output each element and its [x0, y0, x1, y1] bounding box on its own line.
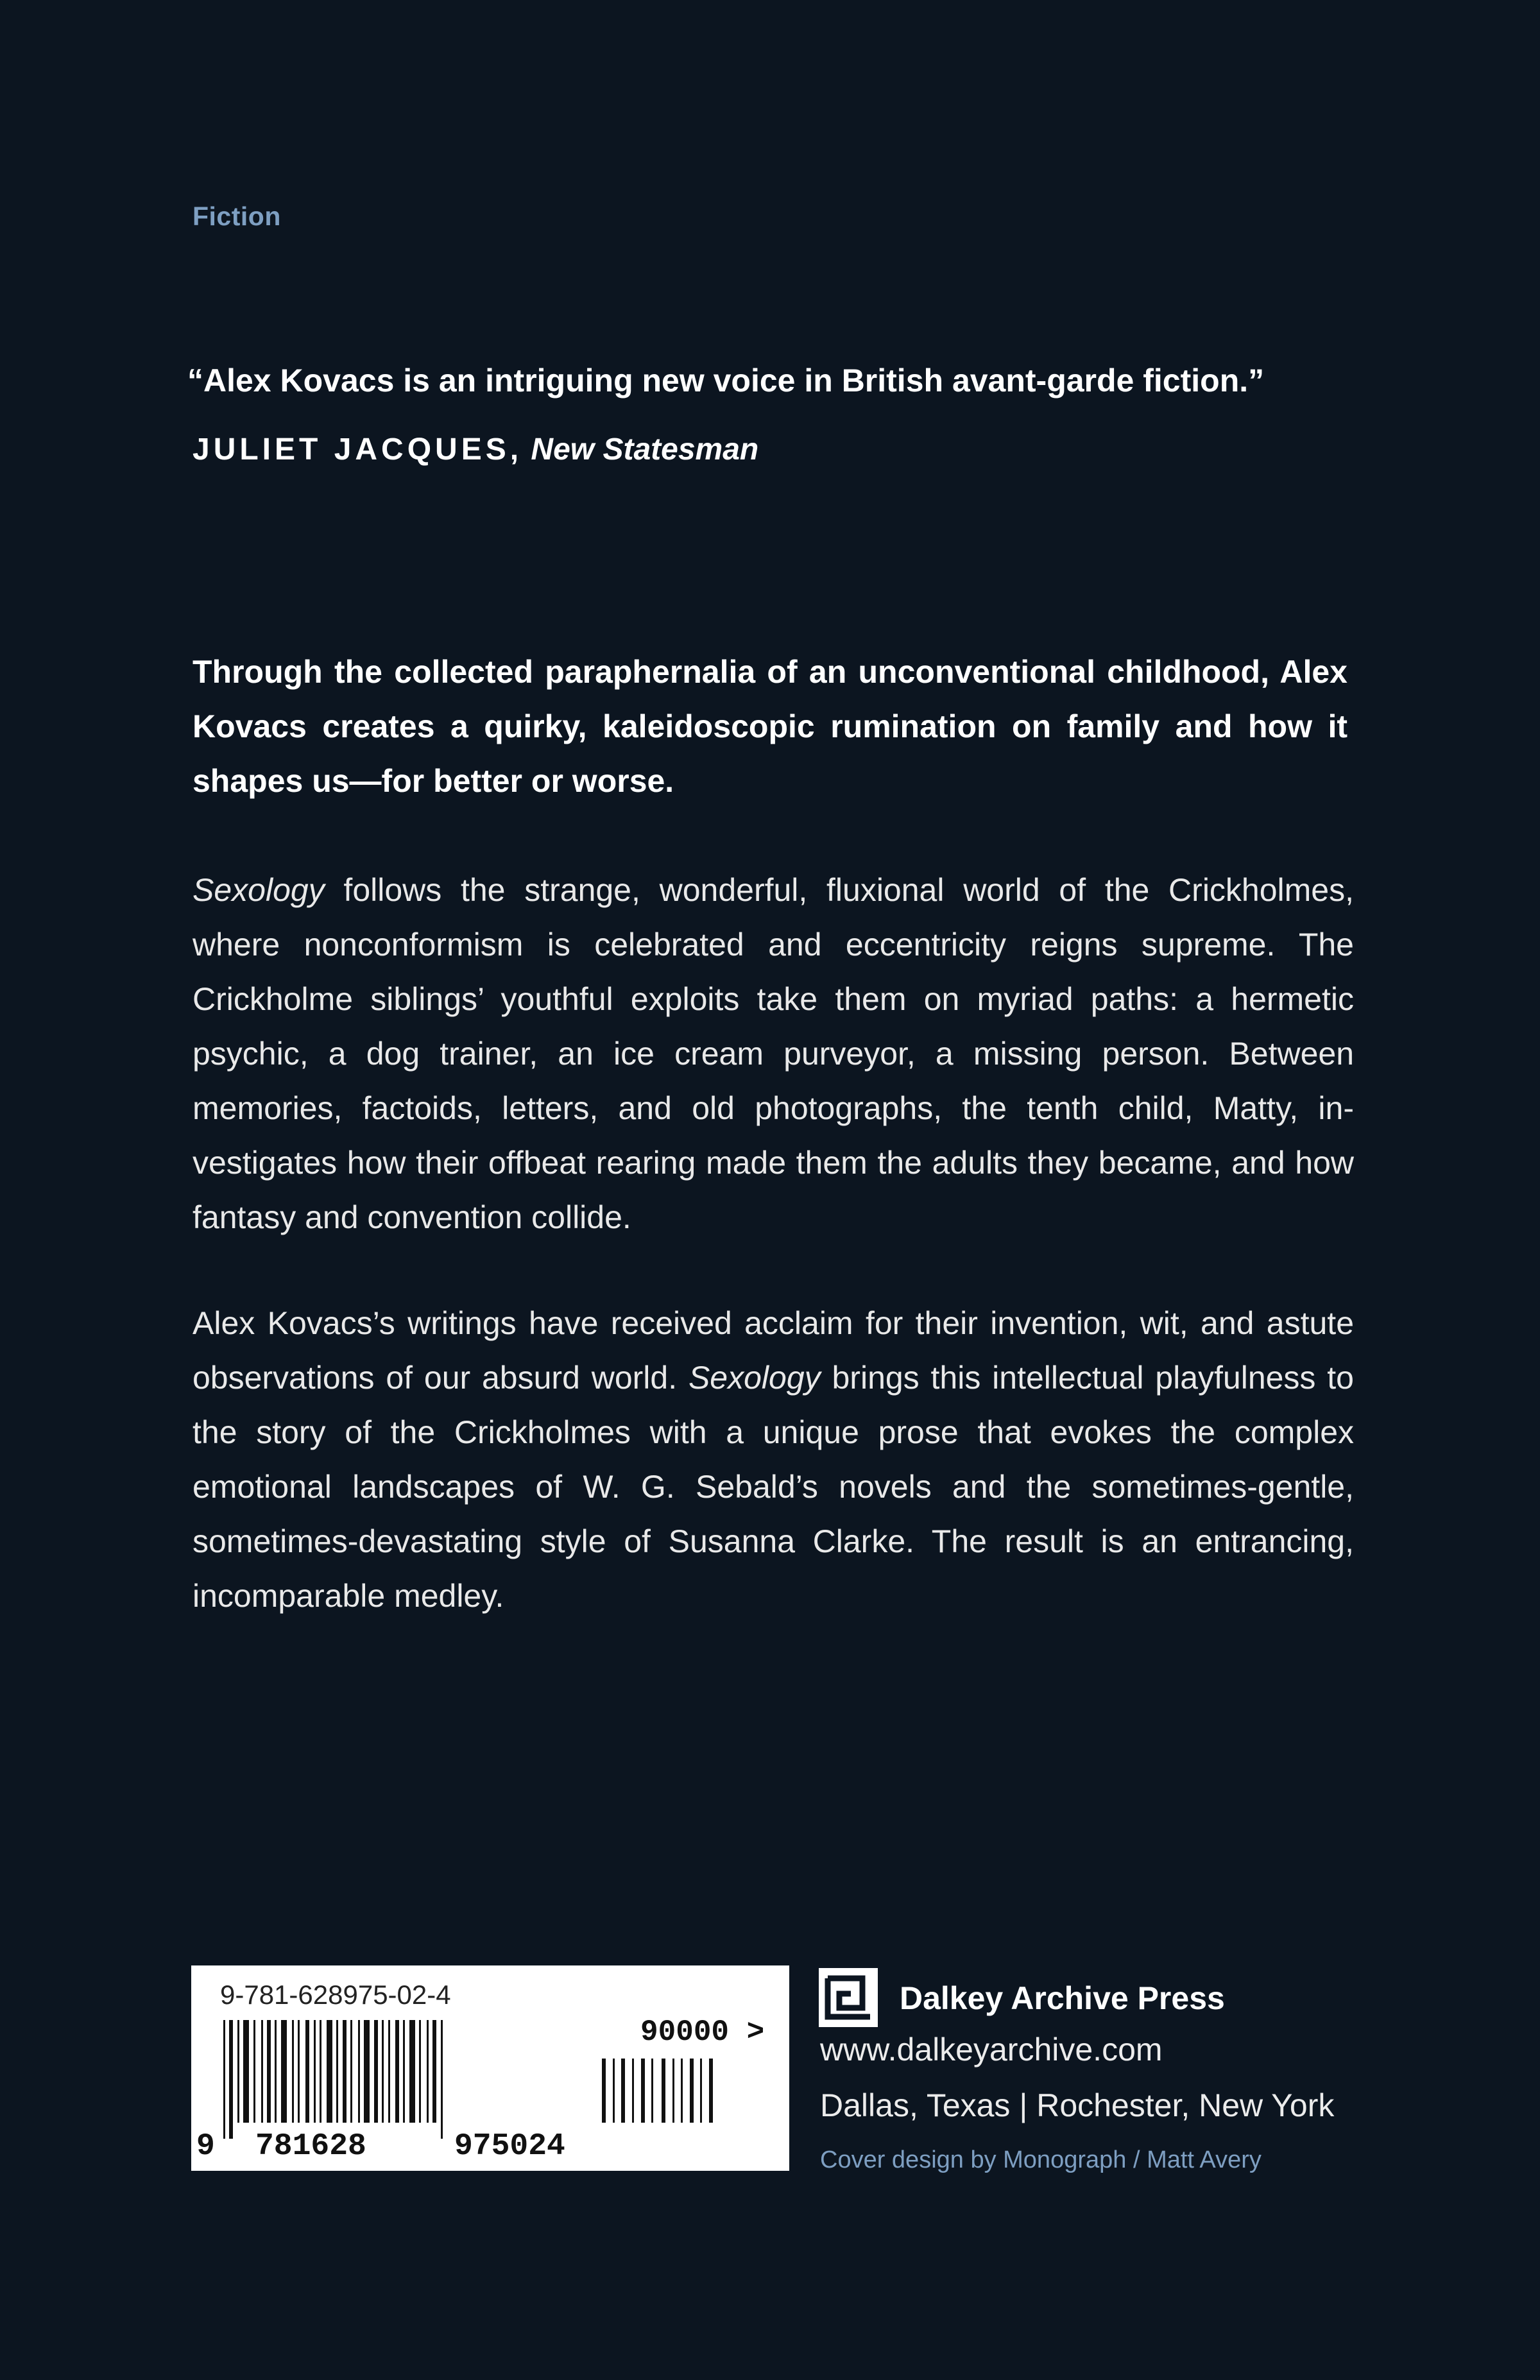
- price-code: 90000 >: [640, 2016, 765, 2049]
- book-title: Sexology: [193, 872, 325, 908]
- blurb-quote: “Alex Kovacs is an intriguing new voice in British avant-garde fiction.”: [187, 363, 1265, 398]
- barcode-bar: [441, 2020, 443, 2139]
- isbn-text: 9-781-628975-02-4: [220, 1980, 451, 2010]
- barcode-bar: [409, 2020, 415, 2123]
- barcode-bar: [267, 2020, 271, 2123]
- barcode-addon-bar: [641, 2059, 645, 2123]
- barcode-addon-bar: [621, 2059, 625, 2123]
- publisher-url[interactable]: www.dalkeyarchive.com: [820, 2032, 1163, 2068]
- barcode-bar: [388, 2020, 390, 2123]
- barcode-bar: [298, 2020, 300, 2123]
- isbn-barcode: [191, 1965, 789, 2171]
- barcode-addon-bar: [613, 2059, 615, 2123]
- barcode-addon-bar: [690, 2059, 694, 2123]
- description-paragraph-1: [193, 863, 1354, 1245]
- barcode-bar: [305, 2020, 309, 2123]
- barcode-bar: [419, 2020, 421, 2123]
- dalkey-logo-icon: [819, 1968, 878, 2027]
- barcode-bar: [292, 2020, 294, 2123]
- barcode-bar: [261, 2020, 263, 2123]
- barcode-bar: [395, 2020, 399, 2123]
- barcode-bar: [327, 2020, 332, 2123]
- barcode-bar: [432, 2020, 436, 2123]
- barcode-addon-bar: [700, 2059, 702, 2123]
- barcode-addon-bar: [651, 2059, 653, 2123]
- paragraph-text: Alex Kovacs’s writings have received acclaim for their invention, wit, and astute observations of our absurd world.: [193, 1305, 1354, 1396]
- barcode-bar: [358, 2020, 360, 2123]
- genre-label: Fiction: [193, 201, 281, 231]
- book-title: Sexology: [688, 1360, 821, 1396]
- barcode-bar: [243, 2020, 249, 2123]
- barcode-bar: [229, 2020, 233, 2139]
- barcode-bar: [320, 2020, 321, 2123]
- barcode-bar: [336, 2020, 338, 2123]
- cover-credit: Cover design by Monograph / Matt Avery: [820, 2146, 1262, 2173]
- barcode-digit-first: 9: [196, 2129, 215, 2164]
- blurb-author: JULIET JACQUES,: [193, 432, 523, 467]
- barcode-bar: [382, 2020, 384, 2123]
- barcode-addon-bar: [602, 2059, 606, 2123]
- barcode-bar: [374, 2020, 378, 2123]
- barcode-bar: [237, 2020, 239, 2123]
- lede-paragraph: Through the collected paraphernalia of an unconventional childhood, Alex Kovacs creates a quirky, kaleidoscopic rumination on family and how it shapes us—for better or worse.: [193, 654, 1348, 799]
- publisher-location: Dallas, Texas | Rochester, New York: [820, 2087, 1335, 2123]
- barcode-bar: [314, 2020, 316, 2123]
- barcode-addon-bar: [672, 2059, 674, 2123]
- paragraph-text: brings this intellectual playfulness to the story of the Crickholmes with a unique prose that evokes the complex emotional landscapes of W. G. Sebald’s novels and the sometimes-gentle, sometimes-devastating style of Susanna Clarke. The result is an entrancing, incomparable medley.: [193, 1360, 1354, 1614]
- barcode-addon-bar: [632, 2059, 634, 2123]
- blurb-attribution: [193, 432, 758, 467]
- barcode-bar: [403, 2020, 405, 2123]
- barcode-bar: [253, 2020, 255, 2123]
- paragraph-text: follows the strange, wonderful, fluxional world of the Crickholmes, where nonconformism is celebrated and eccentricity reigns supreme. The Crickholme siblings’ youthful exploits take them on myriad paths: a hermetic psychic, a dog trainer, an ice cream purveyor, a missing person. Between memories, factoids, letters, and old photographs, the tenth child, Matty, investigates how their offbeat rearing made them the adults they became, and how fantasy and convention collide.: [193, 872, 1354, 1235]
- barcode-digits-left: 781628: [255, 2129, 366, 2164]
- barcode-bar: [275, 2020, 277, 2123]
- barcode-bar: [364, 2020, 370, 2123]
- barcode-bar: [281, 2020, 287, 2123]
- barcode-bar: [427, 2020, 429, 2123]
- publisher-name: Dalkey Archive Press: [900, 1980, 1225, 2016]
- barcode-addon-bar: [662, 2059, 665, 2123]
- barcode-bar: [350, 2020, 352, 2123]
- barcode-bar: [343, 2020, 346, 2123]
- barcode-bar: [223, 2020, 225, 2139]
- barcode-digits-right: 975024: [454, 2129, 565, 2164]
- blurb-publication: New Statesman: [531, 432, 759, 467]
- description-paragraph-2: [193, 1296, 1354, 1623]
- barcode-addon-bar: [681, 2059, 683, 2123]
- barcode-addon-bar: [709, 2059, 713, 2123]
